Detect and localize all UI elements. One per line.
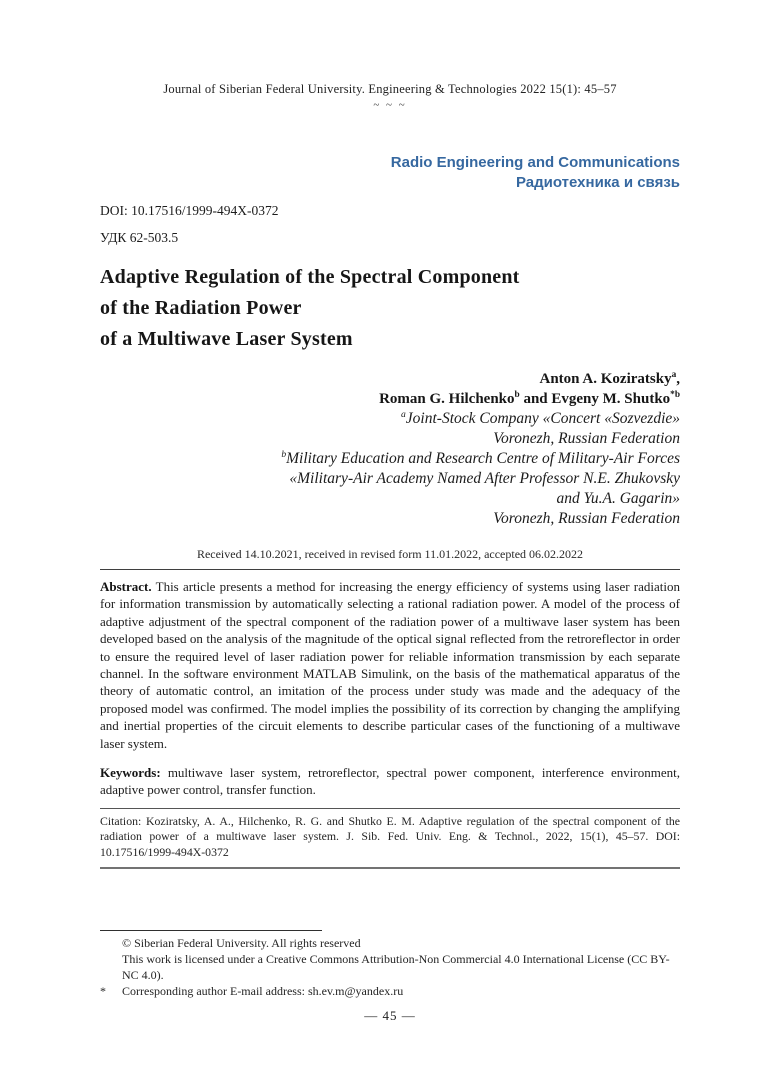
abstract-paragraph <box>100 578 680 752</box>
author-name: Anton A. Koziratsky <box>539 371 672 387</box>
affiliation-text: Joint-Stock Company «Concert «Sozvezdie» <box>405 410 680 427</box>
keywords-label: Keywords: <box>100 765 161 781</box>
corresponding-author-text: Corresponding author E-mail address: sh.ev.m@yandex.ru <box>122 984 404 998</box>
affiliation-line <box>100 509 680 529</box>
affiliation-line <box>100 489 680 509</box>
affiliation-line <box>100 429 680 449</box>
corresponding-author-line <box>100 983 680 999</box>
tilde-separator: ~ ~ ~ <box>373 99 407 111</box>
section-title-ru: Радиотехника и связь <box>516 174 680 191</box>
keywords-text: multiwave laser system, retroreflector, spectral power component, interference environment, adaptive power control, transfer function. <box>100 765 680 798</box>
authors-block <box>100 369 680 529</box>
copyright-text: © Siberian Federal University. All rights reserved <box>122 936 361 950</box>
udk-line: УДК 62-503.5 <box>100 230 179 245</box>
article-title-line-2: of the Radiation Power <box>100 297 302 319</box>
received-dates-line: Received 14.10.2021, received in revised form 11.01.2022, accepted 06.02.2022 <box>100 547 680 570</box>
affiliation-line <box>100 469 680 489</box>
footnote-rule <box>100 930 322 931</box>
citation-block: Citation: Koziratsky, A. A., Hilchenko, R. G. and Shutko E. M. Adaptive regulation of the spectral component of the radiation power of a multiwave laser system. J. Sib. Fed. Univ. Eng. & Technol., 2022, 15(1), 45–57. DOI: 10.17516/1999-494X-0372 <box>100 808 680 870</box>
affiliation-mark: b <box>281 448 287 460</box>
corresponding-author-mark: *b <box>670 390 680 400</box>
affiliation-mark: a <box>401 408 406 420</box>
author-line-2 <box>100 389 680 409</box>
author-name: and Evgeny M. Shutko <box>519 391 671 407</box>
author-affiliation-mark: a <box>671 370 677 380</box>
affiliation-line <box>100 449 680 469</box>
copyright-line <box>100 935 680 951</box>
footnote-marker-empty <box>100 951 122 983</box>
section-title-en: Radio Engineering and Communications <box>390 154 680 171</box>
author-name: Roman G. Hilchenko <box>379 391 515 407</box>
author-affiliation-mark: b <box>514 390 520 400</box>
article-title <box>100 262 680 355</box>
abstract-label: Abstract. <box>100 579 152 594</box>
affiliation-text: Voronezh, Russian Federation <box>493 430 680 447</box>
journal-header-line: Journal of Siberian Federal University. Engineering & Technologies 2022 15(1): 45–57 <box>163 82 617 96</box>
affiliation-text: Voronezh, Russian Federation <box>493 510 680 527</box>
license-text: This work is licensed under a Creative Commons Attribution-Non Commercial 4.0 International License (CC BY-NC 4.0). <box>122 952 670 982</box>
section-heading <box>100 153 680 193</box>
article-title-line-3: of a Multiwave Laser System <box>100 328 353 350</box>
page-number: — 45 — <box>364 1008 416 1023</box>
affiliation-line <box>100 409 680 429</box>
keywords-paragraph <box>100 764 680 799</box>
affiliation-text: «Military-Air Academy Named After Professor N.E. Zhukovsky <box>289 470 680 487</box>
author-separator: , <box>676 371 680 387</box>
doi-line: DOI: 10.17516/1999-494X-0372 <box>100 203 279 218</box>
article-title-line-1: Adaptive Regulation of the Spectral Component <box>100 266 520 288</box>
affiliation-text: Military Education and Research Centre of Military-Air Forces <box>286 450 680 467</box>
author-line-1 <box>100 369 680 389</box>
page-footer <box>100 930 680 1024</box>
license-line <box>100 951 680 983</box>
abstract-text: This article presents a method for increasing the energy efficiency of systems using laser radiation for information transmission by automatically selecting a rational radiation power. A model of the process of adaptive adjustment of the spectral component of the radiation power of a multiwave laser system has been developed based on the analysis of the magnitude of the optical signal reflected from the retroreflector in order to ensure the required level of laser radiation power for reliable information transmission by each separate channel. In the software environment MATLAB Simulink, on the basis of the mathematical apparatus of the theory of automatic control, an imitation of the process under study was made and the adequacy of the proposed model was confirmed. The model implies the possibility of its correction by changing the amplifying and inertial properties of the circuit elements to describe particular cases of the functioning of a multiwave laser system. <box>100 579 680 751</box>
affiliation-text: and Yu.A. Gagarin» <box>556 490 680 507</box>
footnote-marker-empty <box>100 935 122 951</box>
asterisk-marker: * <box>100 984 106 998</box>
